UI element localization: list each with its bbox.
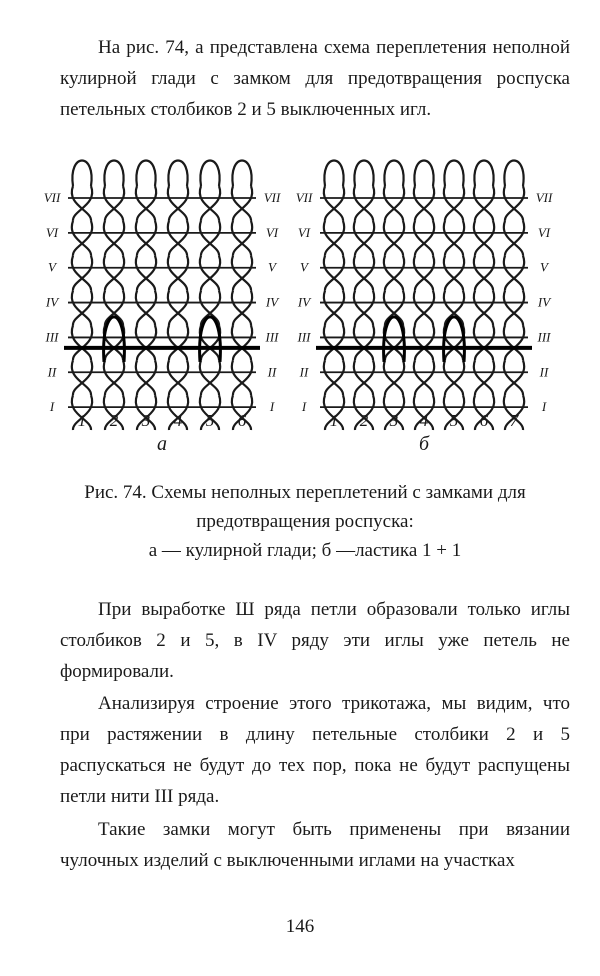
diagram-b (296, 161, 553, 456)
top-loop (72, 161, 91, 187)
row-label-left: I (49, 399, 55, 415)
top-loop (136, 161, 155, 187)
column-number: 2 (359, 411, 369, 430)
diagram-letter: а (157, 433, 167, 455)
column-number: 3 (389, 411, 399, 430)
row-label-right: VII (263, 190, 281, 205)
intro-paragraph: На рис. 74, а представлена схема переплетения неполной кулирной глади с замком для предотвращения роспуска петельных столбиков 2 и 5 выключенных игл. (60, 37, 570, 120)
column-number: 5 (205, 411, 215, 430)
row-label-left: III (45, 329, 59, 345)
column-number: 7 (509, 411, 519, 430)
row-label-right: VI (537, 224, 551, 240)
top-loop (168, 161, 187, 187)
row-label-right: III (537, 329, 551, 345)
column-number: 1 (329, 411, 339, 430)
row-label-left: VI (297, 224, 311, 240)
row-label-left: VI (45, 224, 59, 240)
top-loop (354, 161, 373, 187)
caption-line-3: а — кулирной глади; б —ластика 1 + 1 (148, 540, 462, 561)
top-loop (200, 161, 219, 187)
figure-caption (40, 478, 570, 565)
page-number: 146 (285, 916, 315, 937)
body-paragraph-1: При выработке Ш ряда петли образовали только иглы столбиков 2 и 5, в IV ряду эти иглы уже петель не формировали. (60, 599, 570, 682)
caption-line-1: Рис. 74. Схемы неполных переплетений с замками для (84, 482, 526, 503)
row-label-right: II (539, 364, 549, 380)
row-label-left: I (301, 399, 307, 415)
top-loop (474, 161, 493, 187)
column-number: 6 (237, 411, 247, 430)
top-loop (504, 161, 523, 187)
column-number: 6 (479, 411, 489, 430)
caption-line-2: предотвращения роспуска: (196, 511, 414, 532)
row-label-left: IV (45, 294, 59, 310)
row-label-right: V (268, 259, 276, 275)
top-loop (232, 161, 251, 187)
row-label-right: I (269, 399, 275, 415)
column-number: 2 (109, 411, 119, 430)
top-loop (444, 161, 463, 187)
row-label-left: V (48, 259, 56, 275)
diagram-a (44, 161, 281, 456)
top-loop (104, 161, 123, 187)
diagram-letter: б (418, 433, 430, 455)
row-label-left: II (47, 364, 57, 380)
row-label-right: II (267, 364, 277, 380)
column-number: 5 (449, 411, 459, 430)
column-number: 3 (141, 411, 151, 430)
row-label-left: VII (43, 190, 61, 205)
row-label-left: V (300, 259, 308, 275)
column-number: 4 (173, 411, 183, 430)
row-label-right: V (540, 259, 548, 275)
row-label-left: VII (295, 190, 313, 205)
row-label-right: IV (537, 294, 551, 310)
column-number: 1 (77, 411, 87, 430)
knitting-diagram-figure (40, 140, 570, 470)
row-label-left: III (297, 329, 311, 345)
top-loop (414, 161, 433, 187)
body-paragraph-2: Анализируя строение этого трикотажа, мы видим, что при растяжении в длину петельные столбики 2 и 5 распускаться не будут до тех пор, пока не будут распущены петли нити III ряда. (60, 693, 570, 807)
top-loop (384, 161, 403, 187)
column-number: 4 (419, 411, 429, 430)
body-paragraph-3: Такие замки могут быть применены при вязании чулочных изделий с выключенными иглами на участках (60, 819, 570, 871)
row-label-left: II (299, 364, 309, 380)
row-label-right: III (265, 329, 279, 345)
row-label-right: I (541, 399, 547, 415)
row-label-right: VI (265, 224, 279, 240)
row-label-right: IV (265, 294, 279, 310)
row-label-left: IV (297, 294, 311, 310)
top-loop (324, 161, 343, 187)
row-label-right: VII (535, 190, 553, 205)
